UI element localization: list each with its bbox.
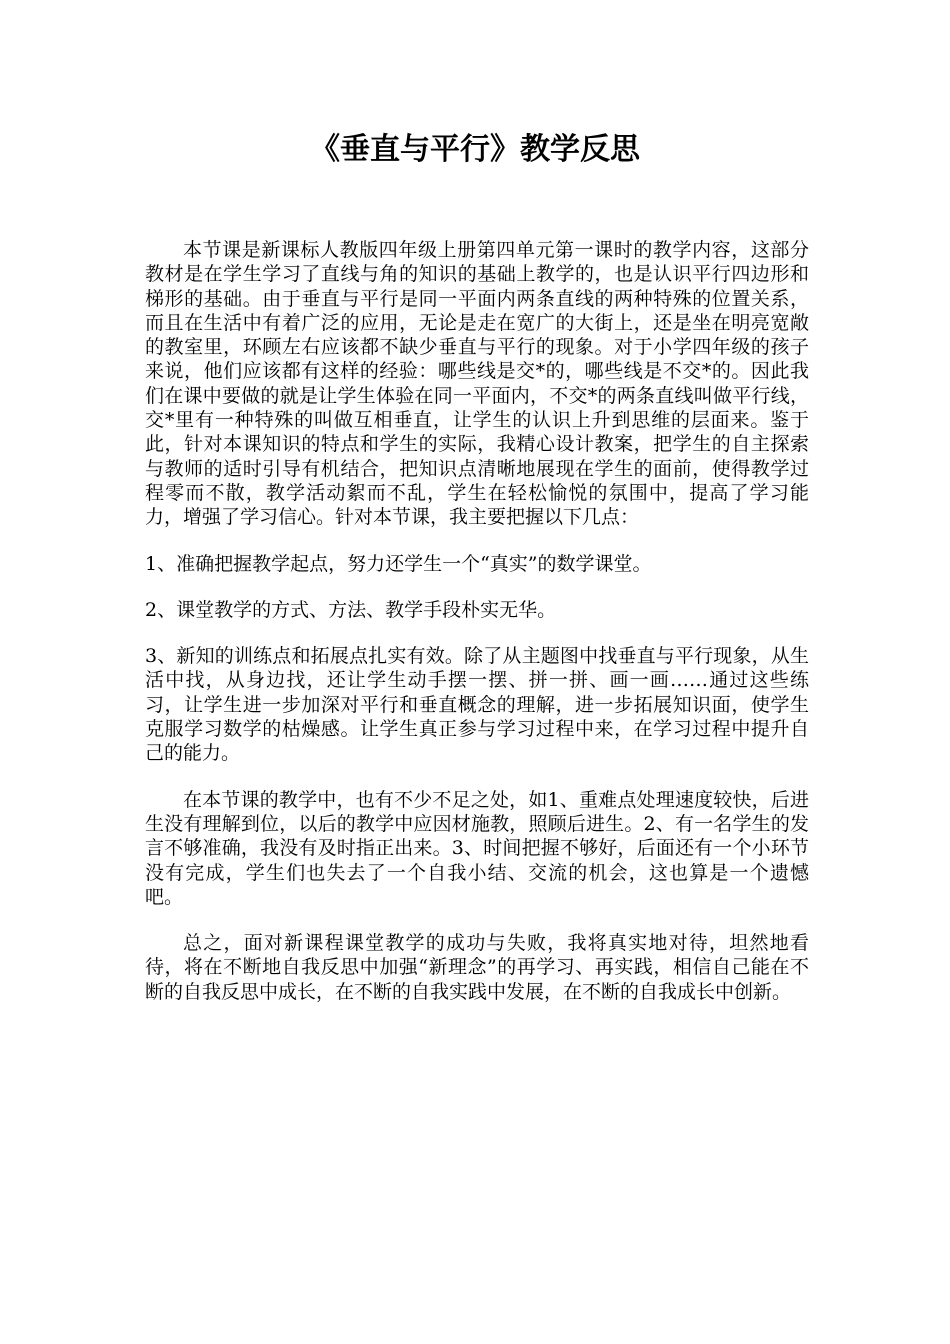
paragraph-point-2: 2、课堂教学的方式、方法、教学手段朴实无华。: [145, 598, 557, 621]
paragraph-shortcomings: 在本节课的教学中，也有不少不足之处，如1、重难点处理速度较快，后进生没有理解到位，以后的教学中应因材施教，照顾后进生。2、有一名学生的发言不够准确，我没有及时指正出来。3、时间把握不够好，后面还有一个小环节没有完成，学生们也失去了一个自我小结、交流的机会，这也算是一个遗憾吧。: [145, 788, 809, 908]
document-body: [145, 238, 809, 1026]
paragraph-point-1: 1、准确把握教学起点，努力还学生一个“真实”的数学课堂。: [145, 552, 652, 575]
paragraph-point-3: 3、新知的训练点和拓展点扎实有效。除了从主题图中找垂直与平行现象，从生活中找，从身边找，还让学生动手摆一摆、拼一拼、画一画……通过这些练习，让学生进一步加深对平行和垂直概念的理解，进一步拓展知识面，使学生克服学习数学的枯燥感。让学生真正参与学习过程中来，在学习过程中提升自己的能力。: [145, 645, 809, 765]
paragraph-intro: 本节课是新课标人教版四年级上册第四单元第一课时的教学内容，这部分教材是在学生学习了直线与角的知识的基础上教学的，也是认识平行四边形和梯形的基础。由于垂直与平行是同一平面内两条直线的两种特殊的位置关系，而且在生活中有着广泛的应用，无论是走在宽广的大街上，还是坐在明亮宽敞的教室里，环顾左右应该都不缺少垂直与平行的现象。对于小学四年级的孩子来说，他们应该都有这样的经验：哪些线是交*的，哪些线是不交*的。因此我们在课中要做的就是让学生体验在同一平面内，不交*的两条直线叫做平行线，交*里有一种特殊的叫做互相垂直，让学生的认识上升到思维的层面来。鉴于此，针对本课知识的特点和学生的实际，我精心设计教案，把学生的自主探索与教师的适时引导有机结合，把知识点清晰地展现在学生的面前，使得教学过程零而不散，教学活动絮而不乱，学生在轻松愉悦的氛围中，提高了学习能力，增强了学习信心。针对本节课，我主要把握以下几点：: [145, 239, 809, 529]
paragraph-conclusion: 总之，面对新课程课堂教学的成功与失败，我将真实地对待，坦然地看待，将在不断地自我反思中加强“新理念”的再学习、再实践，相信自己能在不断的自我反思中成长，在不断的自我实践中发展，在不断的自我成长中创新。: [145, 932, 809, 1003]
document-title: 《垂直与平行》教学反思: [310, 132, 640, 167]
